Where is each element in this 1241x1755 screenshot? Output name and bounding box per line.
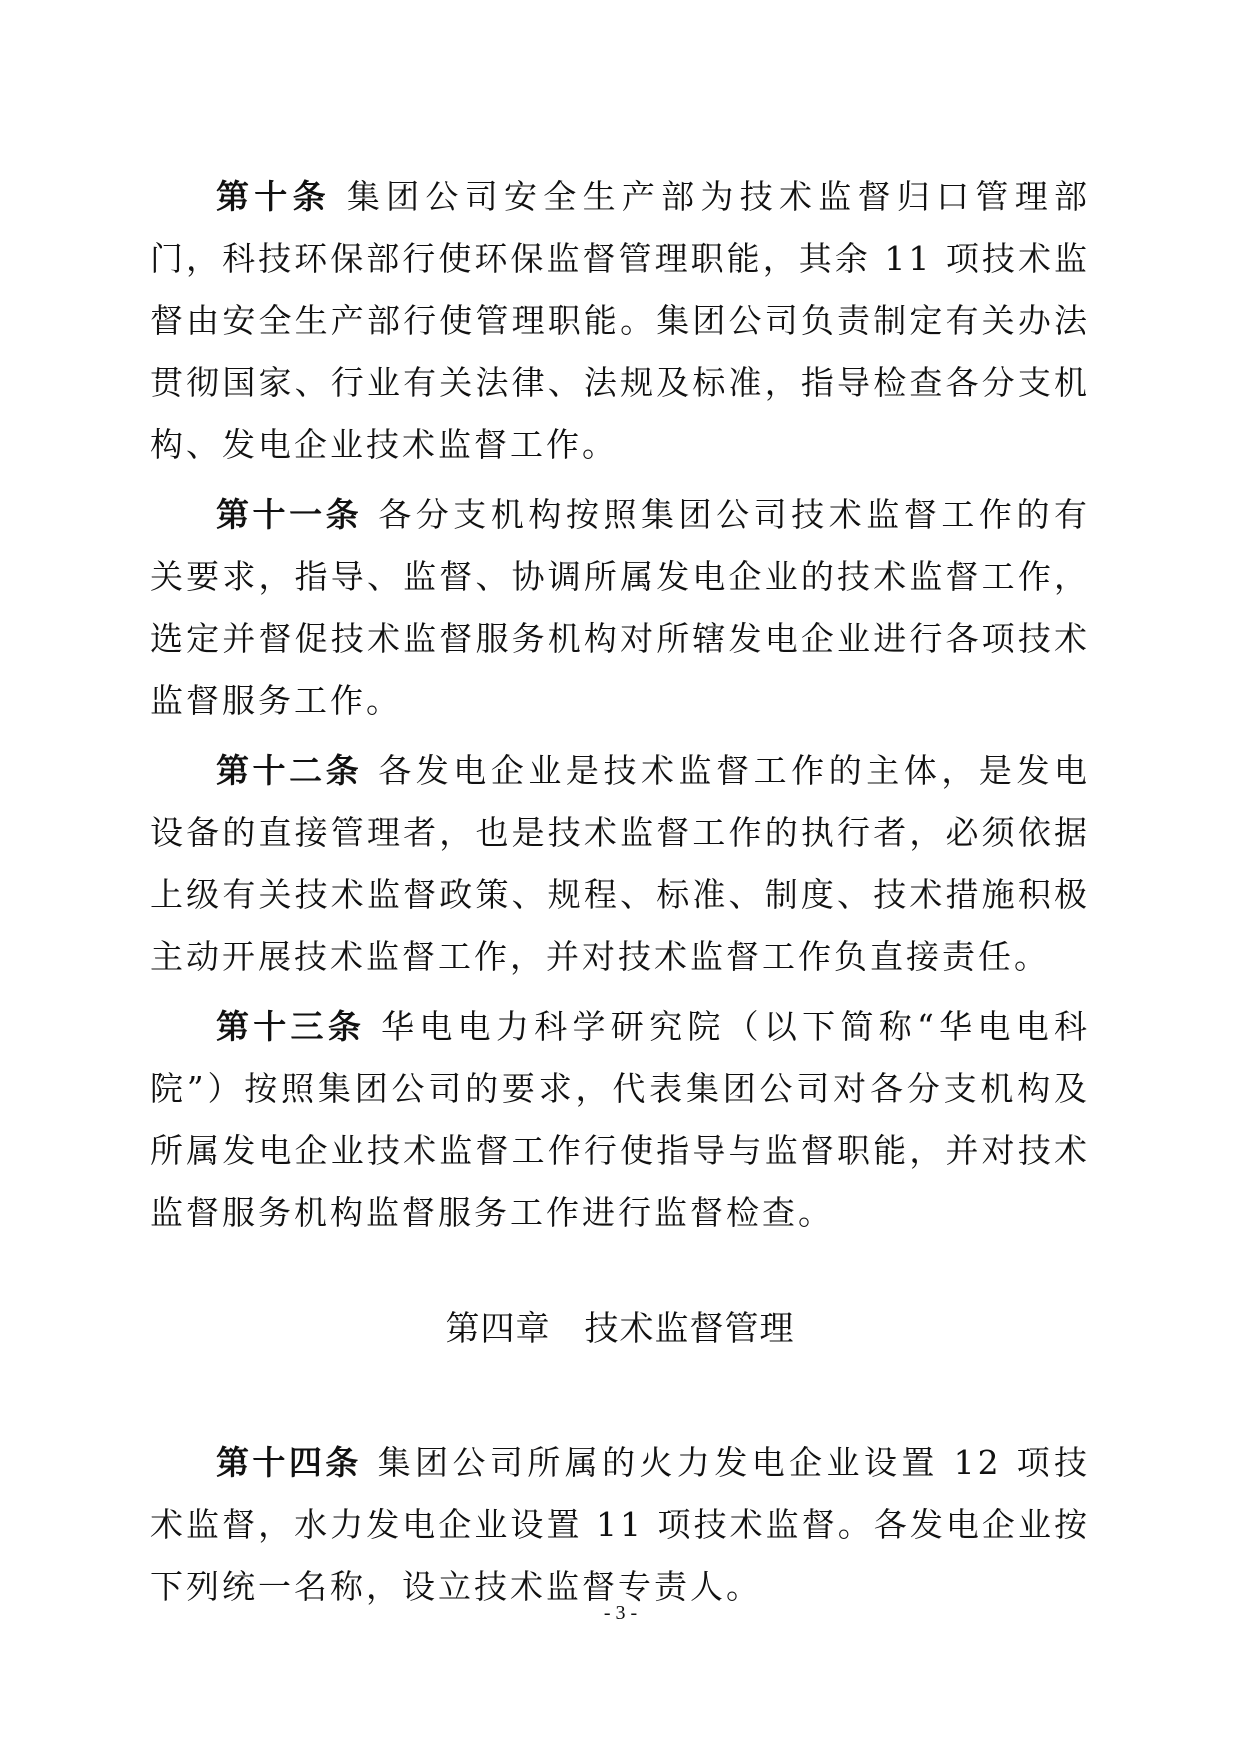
article-number: 第十四条 — [216, 1443, 362, 1482]
chapter-number: 第四章 — [445, 1309, 551, 1349]
article-11 — [150, 484, 1090, 732]
article-text: 各发电企业是技术监督工作的主体，是发电设备的直接管理者，也是技术监督工作的执行者，必须依据上级有关技术监督政策、规程、标准、制度、技术措施积极主动开展技术监督工作，并对技术监督工作负直接责任。 — [150, 751, 1091, 976]
article-14 — [150, 1432, 1090, 1618]
article-10 — [150, 166, 1090, 476]
document-body — [150, 166, 1090, 1626]
article-number: 第十三条 — [216, 1007, 366, 1046]
article-13 — [150, 996, 1090, 1244]
page-number: - 3 - — [603, 1602, 638, 1624]
article-text: 各分支机构按照集团公司技术监督工作的有关要求，指导、监督、协调所属发电企业的技术监督工作，选定并督促技术监督服务机构对所辖发电企业进行各项技术监督服务工作。 — [150, 495, 1091, 720]
chapter-title: 技术监督管理 — [584, 1309, 795, 1349]
article-number: 第十一条 — [216, 495, 363, 534]
article-text: 华电电力科学研究院（以下简称“华电电科院”）按照集团公司的要求，代表集团公司对各分支机构及所属发电企业技术监督工作行使指导与监督职能，并对技术监督服务机构监督服务工作进行监督检查。 — [150, 1007, 1091, 1232]
article-text: 集团公司安全生产部为技术监督归口管理部门，科技环保部行使环保监督管理职能，其余 11 项技术监督由安全生产部行使管理职能。集团公司负责制定有关办法贯彻国家、行业有关法律、法规及标准，指导检查各分支机构、发电企业技术监督工作。 — [150, 177, 1091, 464]
article-12 — [150, 740, 1090, 988]
chapter-heading — [150, 1304, 1090, 1354]
article-number: 第十条 — [216, 177, 331, 216]
article-number: 第十二条 — [216, 751, 363, 790]
article-text: 集团公司所属的火力发电企业设置 12 项技术监督，水力发电企业设置 11 项技术监督。各发电企业按下列统一名称，设立技术监督专责人。 — [150, 1443, 1090, 1606]
